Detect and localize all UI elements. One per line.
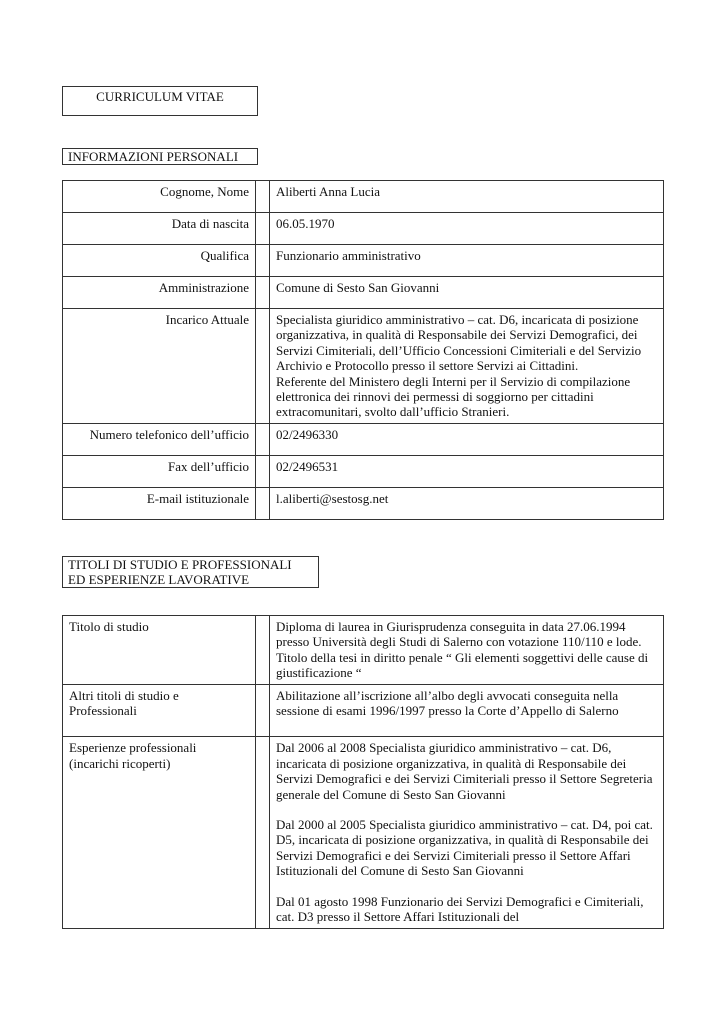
table-row	[63, 277, 664, 309]
section-heading-line: TITOLI DI STUDIO E PROFESSIONALI	[68, 557, 292, 572]
table-row	[63, 423, 664, 455]
row-label: Esperienze professionali (incarichi ricoperti)	[63, 737, 256, 928]
row-value: Aliberti Anna Lucia	[270, 181, 664, 213]
table-row	[63, 455, 664, 487]
experience-text: Dal 2000 al 2005 Specialista giuridico amministrativo – cat. D4, poi cat. D5, incaricata di posizione organizzativa, in qualità di Responsabile dei Servizi Demografici e dei Servizi Cimiteriali presso il Settore Affari Istituzionali del Comune di Sesto San Giovanni	[276, 817, 653, 879]
row-value: Comune di Sesto San Giovanni	[270, 277, 664, 309]
table-row	[63, 737, 664, 928]
row-label: Qualifica	[63, 245, 256, 277]
table-row	[63, 213, 664, 245]
row-label: Numero telefonico dell’ufficio	[63, 423, 256, 455]
bar-qualification-text: Abilitazione all’iscrizione all’albo degli avvocati conseguita nella sessione di esami 1996/1997 presso la Corte d’Appello di Salerno	[276, 687, 619, 719]
row-label: Cognome, Nome	[63, 181, 256, 213]
row-label: Fax dell’ufficio	[63, 455, 256, 487]
row-label: Amministrazione	[63, 277, 256, 309]
table-row	[63, 487, 664, 519]
row-label: Titolo di studio	[63, 616, 256, 685]
row-label: E-mail istituzionale	[63, 487, 256, 519]
row-value: l.aliberti@sestosg.net	[270, 487, 664, 519]
row-value	[270, 616, 664, 685]
section-heading-studies	[62, 556, 319, 588]
row-value	[270, 309, 664, 424]
row-label: Data di nascita	[63, 213, 256, 245]
personal-info-table	[62, 180, 664, 520]
current-role-text-2: Referente del Ministero degli Interni per il Servizio di compilazione elettronica dei rinnovi dei permessi di soggiorno per cittadini extracomunitari, svolto dall’ufficio Stranieri.	[276, 373, 631, 420]
experience-text: Dal 01 agosto 1998 Funzionario dei Servizi Demografici e Cimiteriali, cat. D3 presso il Settore Affari Istituzionali del	[276, 893, 644, 925]
table-row	[63, 245, 664, 277]
row-value	[270, 684, 664, 737]
table-row	[63, 684, 664, 737]
experience-text: Dal 2006 al 2008 Specialista giuridico amministrativo – cat. D6, incaricata di posizione organizzativa, in qualità di Responsabile dei Servizi Demografici e dei Servizi Cimiteriali presso il Settore Segreteria generale del Comune di Sesto San Giovanni	[276, 740, 653, 802]
row-value	[270, 737, 664, 928]
row-value: Funzionario amministrativo	[270, 245, 664, 277]
row-value: 02/2496330	[270, 423, 664, 455]
current-role-text: Specialista giuridico amministrativo – cat. D6, incaricata di posizione organizzativa, in qualità di Responsabile dei Servizi Demografici, dei Servizi Cimiteriali, dell’Ufficio Concessioni Cimiteriali e del Servizio Archivio e Protocollo presso il settore Servizi ai Cittadini.	[276, 312, 642, 374]
table-row	[63, 616, 664, 685]
degree-text: Diploma di laurea in Giurisprudenza conseguita in data 27.06.1994 presso Università degli Studi di Salerno con votazione 110/110 e lode.	[276, 619, 642, 650]
section-heading-personal: INFORMAZIONI PERSONALI	[62, 148, 258, 165]
row-value: 02/2496531	[270, 455, 664, 487]
table-row	[63, 181, 664, 213]
document-title: CURRICULUM VITAE	[62, 86, 258, 116]
row-value: 06.05.1970	[270, 213, 664, 245]
section-heading-line: ED ESPERIENZE LAVORATIVE	[68, 572, 250, 587]
table-row	[63, 309, 664, 424]
row-label: Incarico Attuale	[63, 309, 256, 424]
thesis-text: Titolo della tesi in diritto penale “ Gli elementi soggettivi delle cause di giustificazione “	[276, 649, 649, 681]
studies-table	[62, 615, 664, 929]
row-label: Altri titoli di studio e Professionali	[63, 684, 256, 737]
